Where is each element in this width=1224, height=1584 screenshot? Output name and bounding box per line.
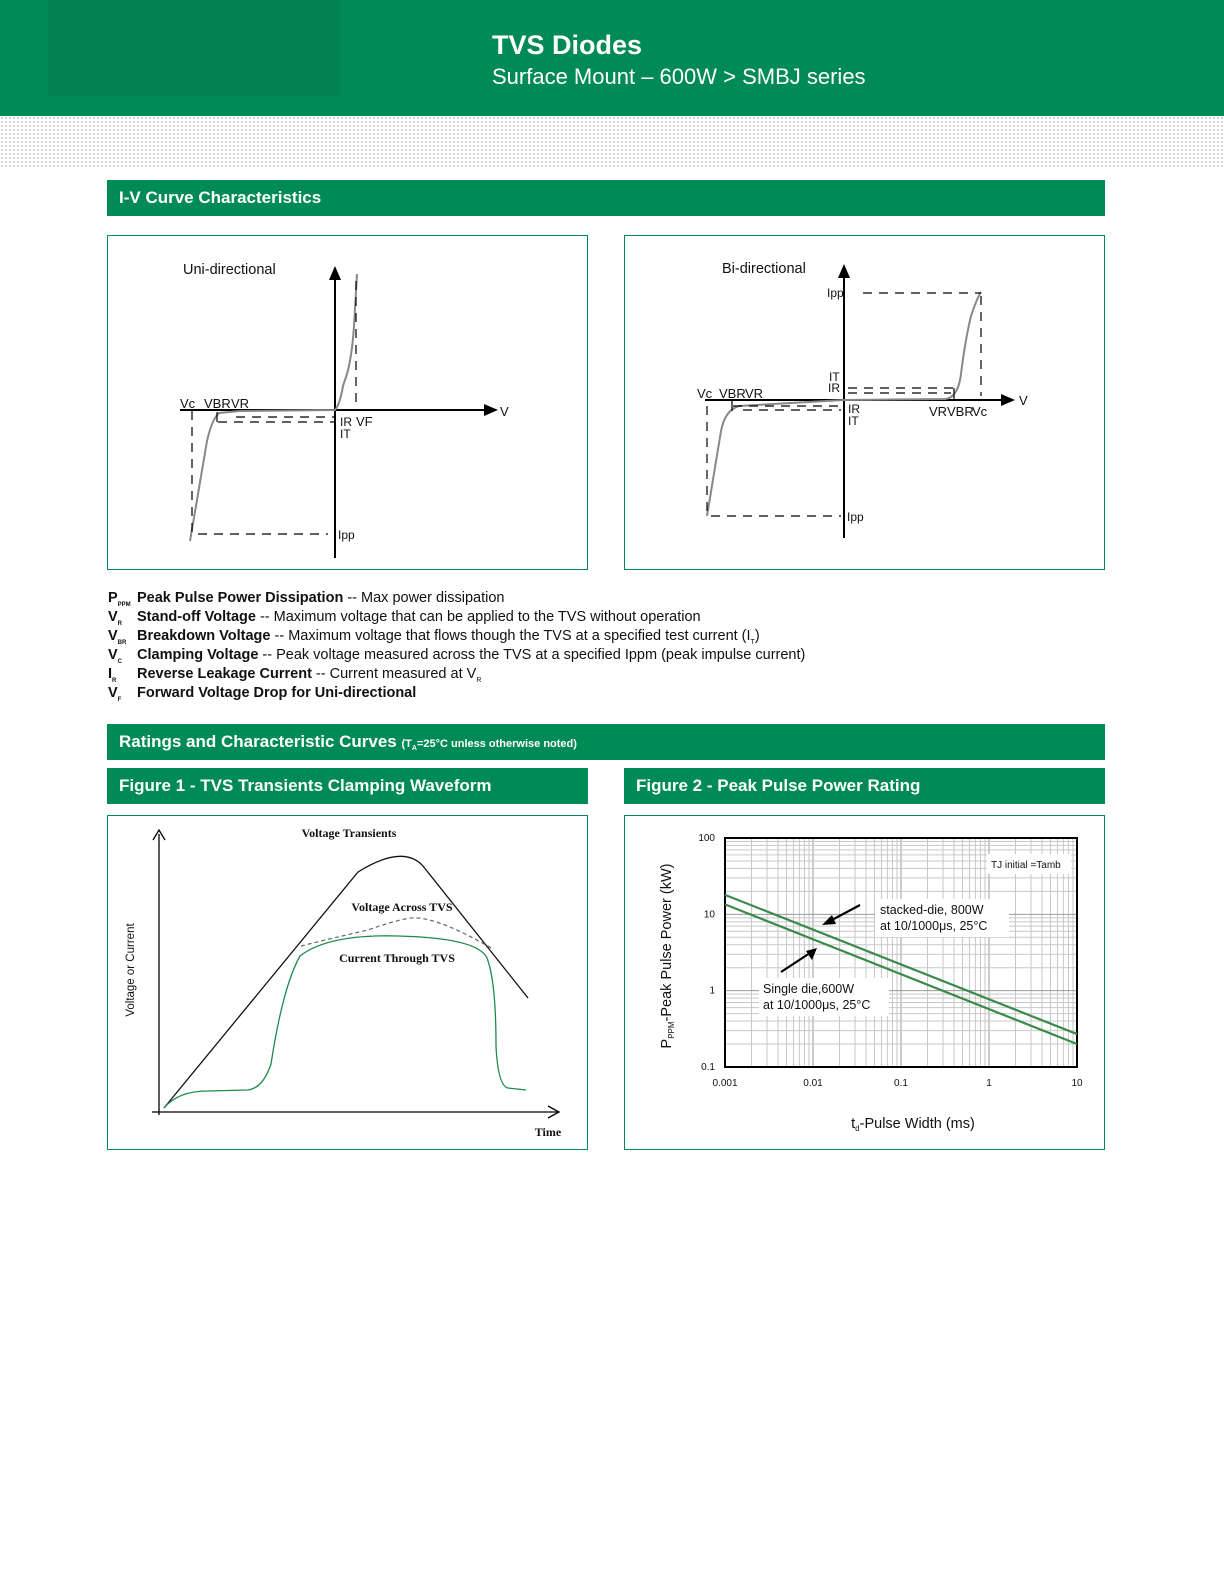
bi-label-ir-top: IR [828,381,840,395]
uni-title: Uni-directional [183,262,276,278]
definition-description: -- Current measured at V [311,666,477,682]
page-title: TVS Diodes [492,30,643,60]
header-banner [0,0,1224,116]
fig2-annot-stacked-line1: stacked-die, 800W [880,903,984,917]
figure2-title: Figure 2 - Peak Pulse Power Rating [636,776,921,795]
fig2-annot-single-line2: at 10/1000μs, 25°C [763,998,871,1012]
section-ratings-header [107,724,1105,760]
fig1-label-current-through: Current Through TVS [339,951,455,965]
fig1-label-voltage-transients: Voltage Transients [301,826,397,840]
bi-voltage-axis-arrow [1001,394,1015,406]
uni-label-ir: IR [340,415,352,429]
fig2-x-tick-label: 1 [986,1078,992,1089]
fig2-annot-stacked-line2: at 10/1000μs, 25°C [880,919,988,933]
bi-label-vr-left: VR [745,386,764,401]
bi-label-vbr-right: VBR [947,404,974,419]
fig2-x-tick-label: 0.01 [803,1078,823,1089]
uni-label-it: IT [340,427,351,441]
definition-row [108,590,1108,609]
logo-area [48,0,340,96]
fig2-annot-single-line1: Single die,600W [763,982,855,996]
definition-description: -- Max power dissipation [343,590,505,606]
uni-label-v: V [500,404,509,419]
fig2-y-tick-label: 1 [709,985,715,997]
section-ratings-note: ($T_A=25^\circ C$ unless otherwise noted) [401,738,577,753]
definition-term: Breakdown Voltage -- Maximum voltage that flows though the TVS at a specified test current $(I_T)$ [137,628,760,646]
fig2-arrow-stacked [830,905,860,921]
bi-label-it-top: IT [829,370,840,384]
definition-term: Forward Voltage Drop for Uni-directional [137,685,417,701]
definition-description: -- Maximum voltage that flows though the TVS at a specified test current (I [270,628,751,644]
section-ratings-title: Ratings and Characteristic Curves [119,732,397,751]
bi-label-vc-left: Vc [697,386,713,401]
bi-label-ipp-bottom: Ipp [847,510,864,524]
dot-pattern-band [0,116,1224,168]
fig2-xlabel: $t_d$-Pulse Width (ms) [851,1116,975,1133]
fig1-label-yaxis: Voltage or Current [125,923,137,1017]
definition-term: Clamping Voltage -- Peak voltage measured across the TVS at a specified Ippm (peak impulse current) [137,647,806,663]
bi-current-axis-arrow [838,264,850,278]
fig2-y-tick-label: 10 [703,909,715,921]
figure1-header [107,768,588,804]
definitions-list [108,590,1108,704]
definition-symbol: $V_F$ [108,685,122,703]
definition-row [108,685,1108,704]
figure2-chart [624,815,1105,1150]
fig2-arrow-single [781,953,810,972]
fig2-y-tick-label: 0.1 [701,1062,715,1073]
definition-symbol: $V_{BR}$ [108,628,127,646]
definition-row [108,666,1108,685]
fig2-arrow-stacked-head [822,915,836,925]
figure1-waveform [107,815,588,1150]
definition-symbol: $I_R$ [108,666,117,684]
fig1-voltage-transient-curve [164,856,528,1108]
bi-label-it-bottom: IT [848,414,859,428]
bi-title: Bi-directional [722,261,806,277]
uni-label-vbr: VBR [204,396,231,411]
uni-label-vf: VF [356,414,373,429]
fig2-x-tick-label: 0.001 [712,1078,738,1089]
fig2-y-tick-label: 100 [698,833,715,844]
uni-directional-diagram [107,235,588,570]
svg-text:PPPM-Peak Pulse Power (kW): $P_{PPM}$-Peak Pulse Power (kW) [659,863,676,1049]
bi-label-v: V [1019,393,1028,408]
figure2-header [624,768,1105,804]
section-iv-header [107,180,1105,216]
bi-label-ir-bottom: IR [848,402,860,416]
bi-label-ipp-top: Ipp [827,286,844,300]
fig2-x-tick-label: 0.1 [894,1078,908,1089]
figure1-title: Figure 1 - TVS Transients Clamping Waveform [119,776,492,795]
page-subtitle: Surface Mount – 600W > SMBJ series [492,64,866,89]
uni-current-axis-arrow [329,266,341,280]
definition-symbol: $V_C$ [108,647,123,665]
fig1-label-time: Time [534,1125,562,1139]
definition-description: -- Maximum voltage that can be applied to the TVS without operation [255,609,701,625]
fig2-legend-tj: TJ initial =Tamb [991,860,1061,871]
definition-row [108,647,1108,666]
bi-label-vc-right: Vc [972,404,988,419]
definition-term: Stand-off Voltage -- Maximum voltage that can be applied to the TVS without operation [137,609,701,625]
fig2-x-tick-label: 10 [1071,1078,1083,1089]
fig2-ylabel [659,864,676,1049]
bi-label-vbr-left: VBR [719,386,746,401]
definition-row [108,609,1108,628]
section-iv-title: I-V Curve Characteristics [119,188,322,207]
fig1-label-voltage-across: Voltage Across TVS [351,900,453,914]
bi-label-vr-right: VR [929,404,948,419]
definition-description: -- Peak voltage measured across the TVS at a specified Ippm (peak impulse current) [258,647,806,663]
definition-term: Reverse Leakage Current -- Current measured at $V_R$ [137,666,482,684]
definition-symbol: $V_R$ [108,609,123,627]
uni-label-ipp: Ipp [338,528,355,542]
bi-directional-diagram [624,235,1105,570]
definition-row [108,628,1108,647]
definition-term: Peak Pulse Power Dissipation -- Max power dissipation [137,590,505,606]
uni-voltage-axis-arrow [484,404,498,416]
fig1-voltage-across-curve [301,918,493,949]
uni-label-vr: VR [231,396,250,411]
uni-label-vc: Vc [180,396,196,411]
definition-symbol: $P_{PPM}$ [108,590,131,608]
